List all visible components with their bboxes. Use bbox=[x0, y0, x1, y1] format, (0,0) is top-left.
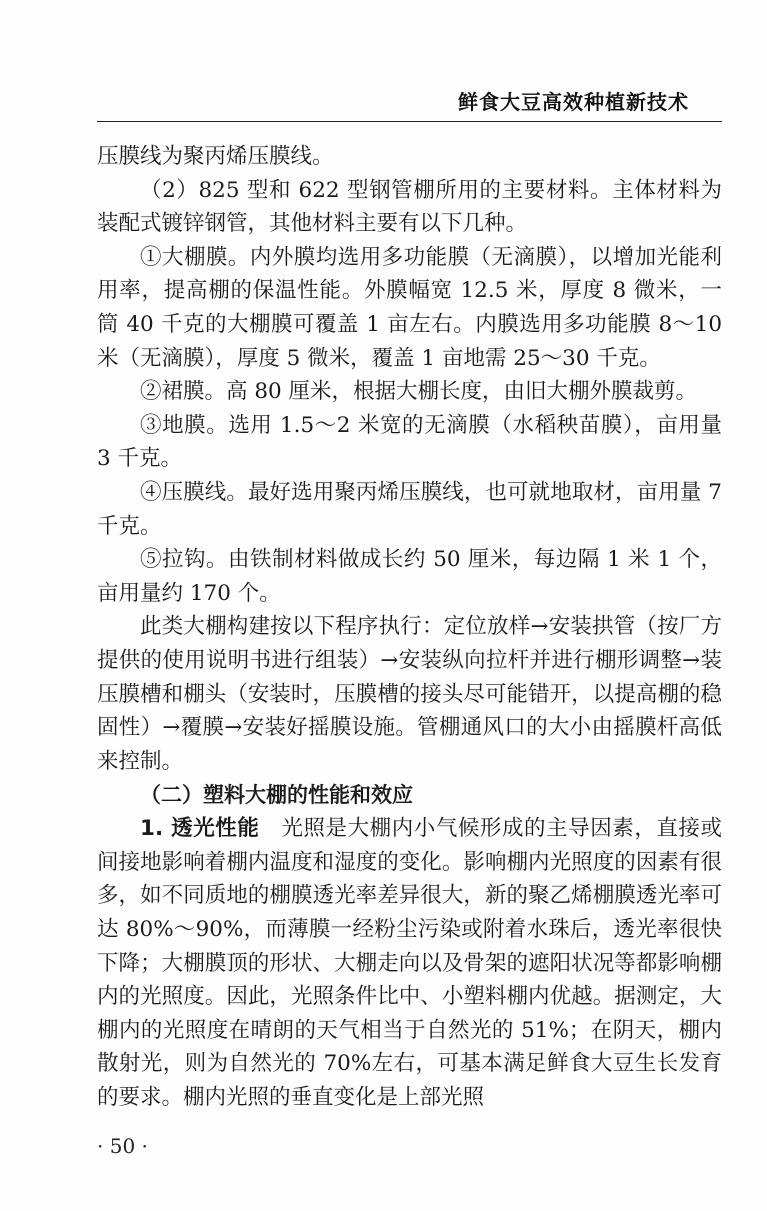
paragraph-skirt-film: ②裙膜。高 80 厘米，根据大棚长度，由旧大棚外膜裁剪。 bbox=[140, 379, 698, 405]
paragraph-construction-procedure: 此类大棚构建按以下程序执行：定位放样→安装拱管（按厂方提供的使用说明书进行组装）→安装纵向拉杆并进行棚形调整→装压膜槽和棚头（安装时，压膜槽的接头尽可能错开，以提高棚的稳固性）→覆膜→安装好摇膜设施。管棚通风口的大小由摇膜杆高低来控制。 bbox=[97, 614, 722, 774]
subsection-text: 光照是大棚内小气候形成的主导因素，直接或间接地影响着棚内温度和湿度的变化。影响棚内光照度的因素有很多，如不同质地的棚膜透光率差异很大，新的聚乙烯棚膜透光率可达 80%～90%，而薄膜一经粉尘污染或附着水珠后，透光率很快下降；大棚膜顶的形状、大棚走向以及骨架的遮阳状况等都影响棚内的光照度。因此，光照条件比中、小塑料棚内优越。据测定，大棚内的光照度在晴朗的天气相当于自然光的 51%；在阴天，棚内散射光，则为自然光的 70%左右，可基本满足鲜食大豆生长发育的要求。棚内光照的垂直变化是上部光照 bbox=[97, 816, 722, 1111]
body-text bbox=[97, 140, 722, 1115]
paragraph-continuation: 压膜线为聚丙烯压膜线。 bbox=[97, 144, 334, 169]
paragraph-ground-film: ③地膜。选用 1.5～2 米宽的无滴膜（水稻秧苗膜），亩用量 3 千克。 bbox=[97, 412, 722, 472]
paragraph-light-transmission bbox=[97, 812, 722, 1114]
header-rule bbox=[97, 121, 722, 122]
page-number: · 50 · bbox=[97, 1134, 148, 1158]
paragraph-pressing-line: ④压膜线。最好选用聚丙烯压膜线，也可就地取材，亩用量 7 千克。 bbox=[97, 479, 722, 539]
paragraph-hooks: ⑤拉钩。由铁制材料做成长约 50 厘米，每边隔 1 米 1 个，亩用量约 170 个。 bbox=[97, 547, 722, 606]
section-heading: （二）塑料大棚的性能和效应 bbox=[140, 783, 413, 808]
paragraph-materials-intro: （2）825 型和 622 型钢管棚所用的主要材料。主体材料为装配式镀锌钢管，其他材料主要有以下几种。 bbox=[97, 177, 722, 237]
paragraph-greenhouse-film: ①大棚膜。内外膜均选用多功能膜（无滴膜），以增加光能利用率，提高棚的保温性能。外膜幅宽 12.5 米，厚度 8 微米，一筒 40 千克的大棚膜可覆盖 1 亩左右。内膜选用多功能膜 8～10 米（无滴膜），厚度 5 微米，覆盖 1 亩地需 25～30 千克。 bbox=[97, 244, 722, 371]
subsection-lead: 1. 透光性能 bbox=[140, 816, 260, 842]
running-head: 鲜食大豆高效种植新技术 bbox=[458, 90, 689, 114]
